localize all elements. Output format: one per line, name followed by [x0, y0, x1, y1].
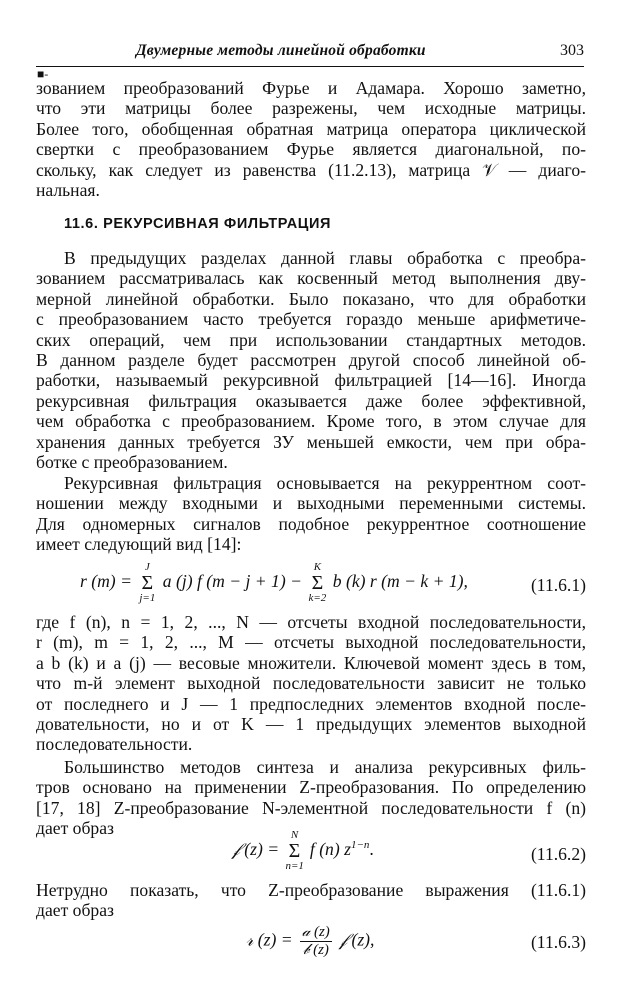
equation-number: (11.6.1) [530, 575, 586, 595]
sum-lower-limit: k=2 [308, 592, 327, 604]
margin-mark: ■- [37, 67, 49, 81]
text-line: последовательности. [36, 734, 193, 755]
equation-number: (11.6.3) [530, 932, 586, 952]
text-line: где f (n), n = 1, 2, ..., N — отсчеты входной последовательности, [36, 612, 586, 632]
text-line: [17, 18] Z-преобразование N-элементной последовательности f (n) [36, 797, 586, 818]
text-line: с преобразованием часто требуется гораздо меньше арифметиче- [36, 309, 586, 330]
sigma-symbol: Σ [288, 840, 301, 862]
equation-body [232, 830, 374, 872]
equation-lhs: 𝒻 (z) = [232, 839, 280, 860]
paragraph-2 [36, 473, 586, 555]
text-line: имеет следующий вид [14]: [36, 534, 242, 555]
equation-tail: . [369, 839, 374, 860]
section-heading: 11.6. РЕКУРСИВНАЯ ФИЛЬТРАЦИЯ [64, 216, 332, 232]
sum-upper-limit: J [144, 561, 150, 573]
text-line: чем обработка с преобразованием. Кроме того, в этом случае для [36, 411, 586, 432]
text-line: r (m), m = 1, 2, ..., M — отсчеты выходной последовательности, [36, 632, 586, 653]
text-line: что m-й элемент выходной последовательности зависит не только [36, 673, 586, 694]
sigma-symbol: Σ [311, 572, 324, 594]
fraction-denominator: 𝒷 (z) [302, 942, 329, 958]
text-line: дает образ [36, 818, 114, 839]
equation-body [80, 562, 468, 604]
text-line: ношении между входными и выходными переменными системы. [36, 493, 586, 514]
fraction-numerator: 𝒶 (z) [301, 924, 330, 940]
running-title: Двумерные методы линейной обработки [136, 42, 426, 59]
text-line: свертки с преобразованием Фурье является диагональной, по- [36, 139, 586, 160]
equation-lhs: r (m) = [80, 571, 132, 592]
text-line: Для одномерных сигналов подобное рекуррентное соотношение [36, 513, 586, 534]
equation-rhs: 𝒻 (z), [339, 929, 375, 950]
text-line: что эти матрицы более разрежены, чем исходные матрицы. [36, 98, 586, 119]
equation-body [246, 924, 374, 959]
text-line: В данном разделе будет рассмотрен другой способ линейной об- [36, 350, 586, 371]
text-line: a b (k) и a (j) — весовые множители. Ключевой момент здесь в том, [36, 652, 586, 673]
sigma-symbol: Σ [141, 572, 154, 594]
text-line: скольку, как следует из равенства (11.2.13), матрица 𝒱 — диаго- [36, 159, 586, 180]
text-line: ских операций, чем при использовании стандартных методов. [36, 329, 586, 350]
text-line: Большинство методов синтеза и анализа рекурсивных филь- [64, 757, 586, 777]
equation-term: a (j) f (m − j + 1) − [162, 571, 302, 592]
equation-11-6-3 [36, 922, 586, 974]
equation-11-6-1 [36, 552, 586, 616]
summation-j [138, 562, 156, 604]
text-line: В предыдущих разделах данной главы обработка с преобра- [64, 248, 586, 268]
equation-term: f (n) z [309, 839, 351, 860]
text-line: от последнего и J — 1 предпоследних элементов входной после- [36, 693, 586, 714]
paragraph-3 [36, 612, 586, 755]
paragraph-1 [36, 248, 586, 472]
equation-lhs: 𝓇 (z) = [246, 929, 293, 950]
text-line: довательности, но и от K — 1 предыдущих элементов выходной [36, 714, 586, 735]
text-line: мерной линейной обработки. Было показано, что для обработки [36, 288, 586, 309]
text-line: ботке с преобразованием. [36, 452, 228, 473]
intro-paragraph [36, 67, 586, 201]
text-line: дает образ [36, 900, 114, 921]
text-line: хранения данных требуется ЗУ меньшей емкости, чем при обра- [36, 431, 586, 452]
summation-n [286, 830, 304, 872]
text-line: Рекурсивная фильтрация основывается на рекуррентном соот- [64, 473, 586, 493]
text-line: работки, называемый рекурсивной фильтрацией [14—16]. Иногда [36, 370, 586, 391]
text-line: рекурсивная фильтрация оказывается даже более эффективной, [36, 390, 586, 411]
text-line: зованием рассматривалась как косвенный метод выполнения дву- [36, 268, 586, 289]
page-header [36, 40, 584, 67]
paragraph-5 [36, 880, 586, 921]
sum-upper-limit: N [290, 829, 299, 841]
summation-k [308, 562, 326, 604]
text-line: Нетрудно показать, что Z-преобразование выражения (11.6.1) [36, 880, 586, 900]
text-line: тров основано на применении Z-преобразования. По определению [36, 777, 586, 798]
text-line: зованием преобразований Фурье и Адамара. Хорошо заметно, [36, 78, 586, 98]
equation-11-6-2 [36, 826, 586, 882]
sum-lower-limit: n=1 [285, 860, 304, 872]
equation-term: b (k) r (m − k + 1), [332, 571, 468, 592]
sum-upper-limit: K [313, 561, 322, 573]
page-number: 303 [560, 42, 584, 59]
text-line: Более того, обобщенная обратная матрица оператора циклической [36, 118, 586, 139]
equation-exponent: 1−n [350, 839, 370, 852]
text-line: нальная. [36, 180, 100, 201]
equation-number: (11.6.2) [530, 844, 586, 864]
sum-lower-limit: j=1 [139, 592, 156, 604]
fraction [300, 924, 332, 959]
